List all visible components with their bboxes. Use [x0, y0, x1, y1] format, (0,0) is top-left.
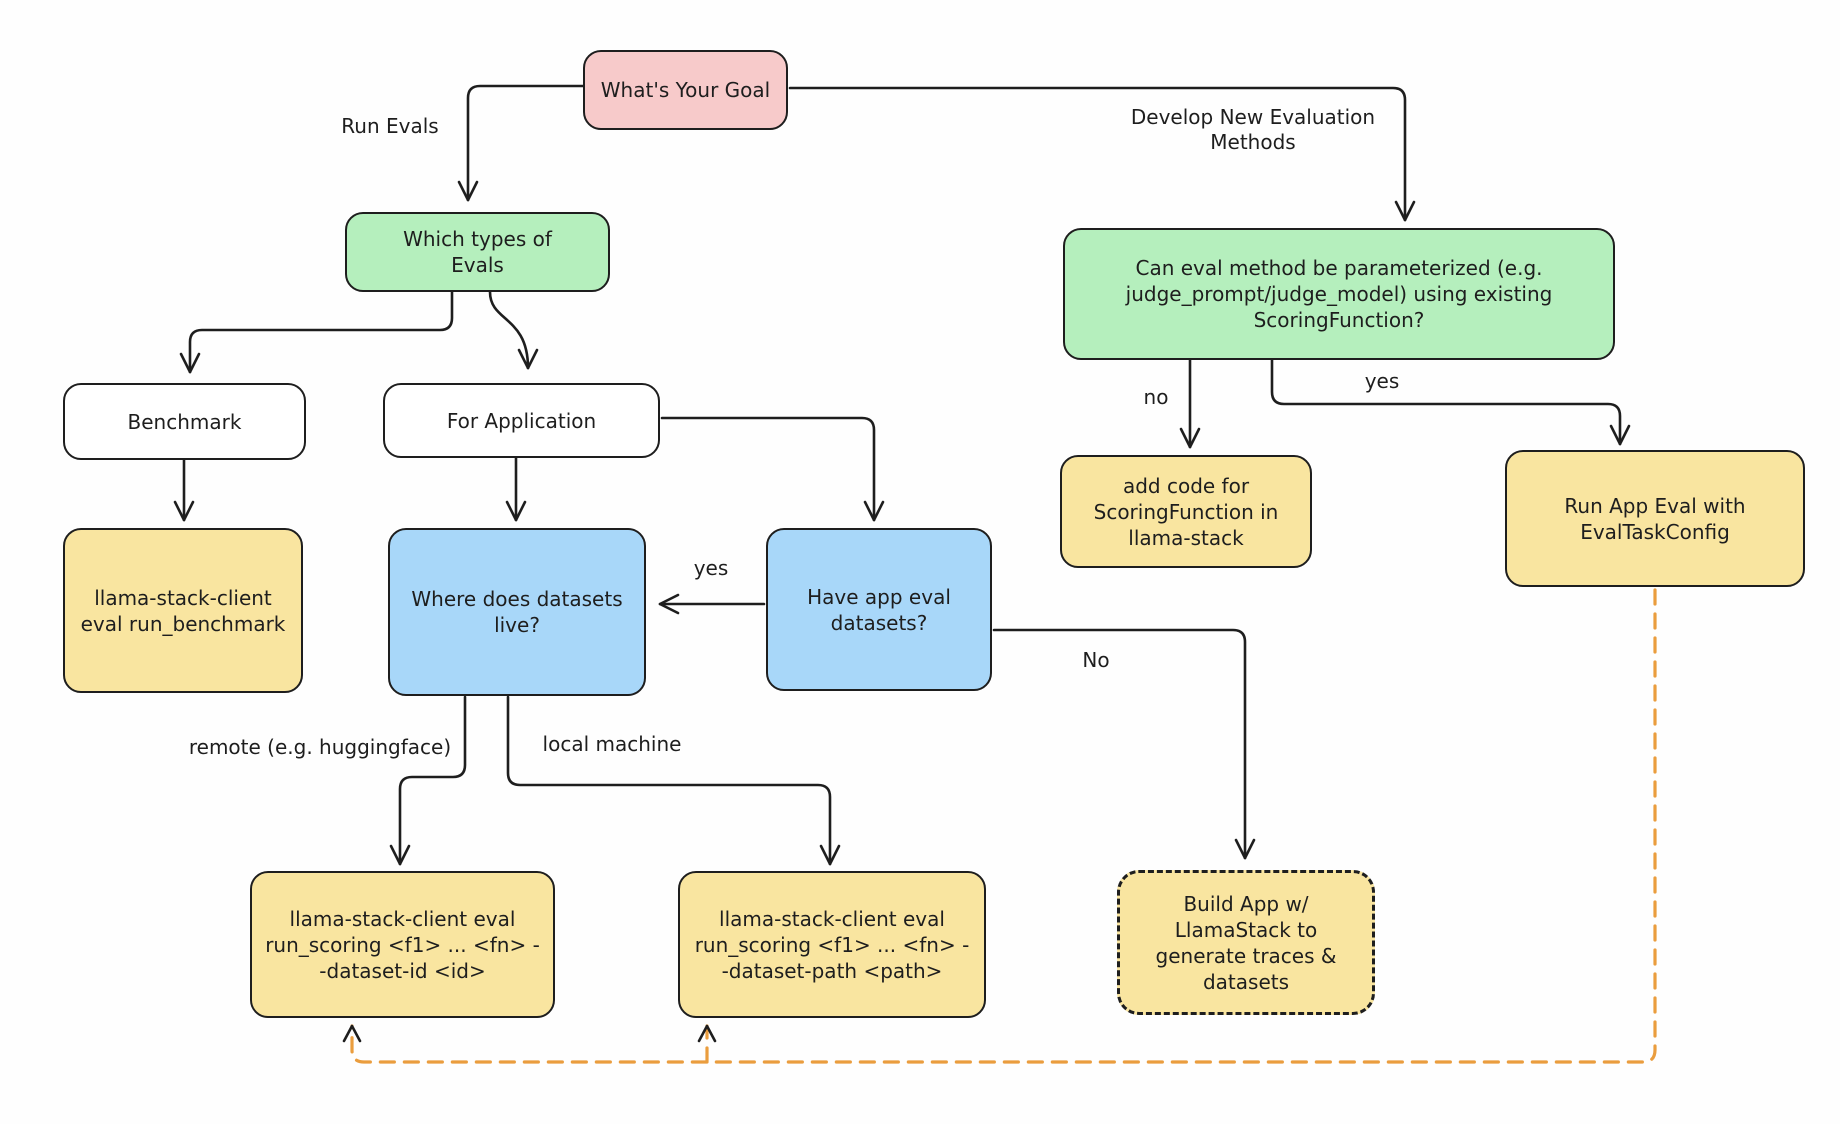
- node-build-app-with-llamastack: [1117, 870, 1375, 1015]
- node-run-benchmark-command-label: llama-stack-client eval run_benchmark: [80, 585, 286, 636]
- node-for-application: [383, 383, 660, 458]
- node-run-app-eval-with-evaltaskconfig: [1505, 450, 1805, 587]
- edge-label-yes-have-datasets: yes: [693, 556, 729, 580]
- edge-goal-to-which-types: [468, 86, 584, 200]
- edge-label-no-have-datasets: No: [1082, 648, 1110, 672]
- edge-can-param-yes-to-run-app-eval: [1272, 360, 1620, 444]
- node-can-eval-method-be-parameterized-label: Can eval method be parameterized (e.g. judge_prompt/judge_model) using existing ScoringFunction?: [1125, 256, 1553, 332]
- node-have-app-eval-datasets: [766, 528, 992, 691]
- node-benchmark: [63, 383, 306, 460]
- node-run-scoring-dataset-path-command: [678, 871, 986, 1018]
- node-where-does-datasets-live: [388, 528, 646, 696]
- edge-label-local-machine: local machine: [542, 732, 682, 756]
- node-whats-your-goal-label: What's Your Goal: [600, 78, 771, 102]
- node-for-application-label: For Application: [446, 408, 597, 433]
- edge-label-yes-parameterized: yes: [1364, 369, 1400, 393]
- node-run-benchmark-command: [63, 528, 303, 693]
- node-whats-your-goal: [583, 50, 788, 130]
- edge-which-types-to-for-application: [490, 292, 528, 368]
- node-have-app-eval-datasets-label: Have app eval datasets?: [807, 584, 951, 635]
- edge-label-develop-new-evaluation-methods: Develop New Evaluation Methods: [1130, 105, 1376, 154]
- node-build-app-with-llamastack-label: Build App w/ LlamaStack to generate traces & datasets: [1155, 891, 1337, 994]
- node-run-scoring-dataset-id-command-label: llama-stack-client eval run_scoring <f1> ... <fn> --dataset-id <id>: [265, 906, 540, 983]
- edge-label-run-evals: Run Evals: [341, 114, 439, 138]
- edge-where-datasets-remote-to-run-scoring-id: [400, 697, 465, 864]
- edge-for-application-to-have-datasets: [662, 418, 874, 520]
- node-run-scoring-dataset-path-command-label: llama-stack-client eval run_scoring <f1> ... <fn> --dataset-path <path>: [694, 906, 970, 983]
- node-benchmark-label: Benchmark: [127, 409, 242, 434]
- edge-which-types-to-benchmark: [190, 292, 452, 372]
- node-where-does-datasets-live-label: Where does datasets live?: [411, 587, 623, 637]
- node-run-scoring-dataset-id-command: [250, 871, 555, 1018]
- node-can-eval-method-be-parameterized: [1063, 228, 1615, 360]
- edge-where-datasets-local-to-run-scoring-path: [508, 697, 830, 864]
- node-run-app-eval-with-evaltaskconfig-label: Run App Eval with EvalTaskConfig: [1564, 493, 1746, 544]
- node-add-code-for-scoringfunction: [1060, 455, 1312, 568]
- node-add-code-for-scoringfunction-label: add code for ScoringFunction in llama-stack: [1093, 473, 1279, 550]
- node-which-types-of-evals: [345, 212, 610, 292]
- edge-label-no-parameterized: no: [1143, 385, 1169, 409]
- node-which-types-of-evals-label: Which types of Evals: [403, 227, 552, 277]
- edge-label-remote-huggingface: remote (e.g. huggingface): [188, 735, 452, 759]
